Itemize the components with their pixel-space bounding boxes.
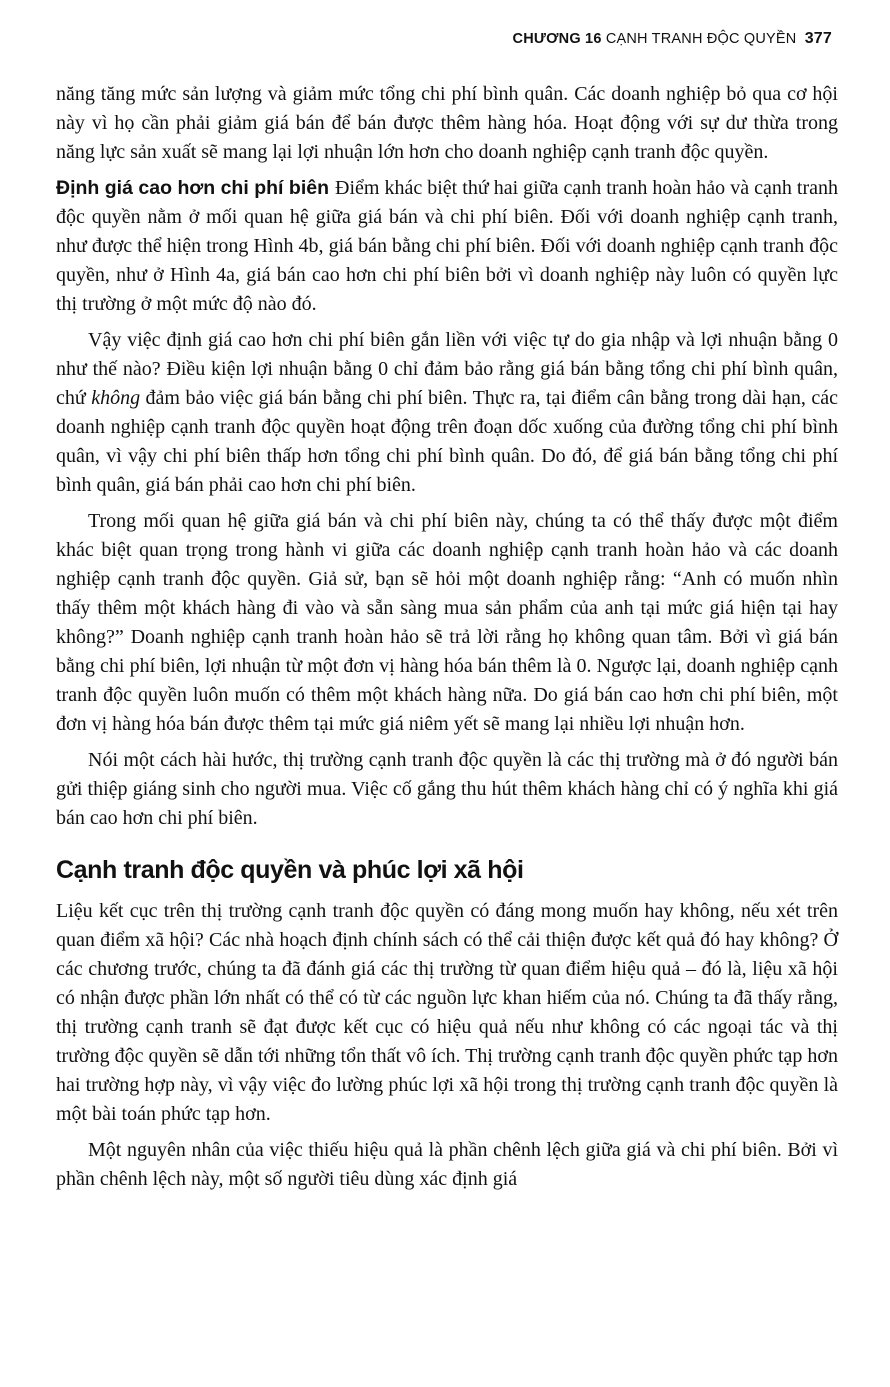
run-in-heading: Định giá cao hơn chi phí biên: [56, 177, 329, 199]
paragraph-1: năng tăng mức sản lượng và giảm mức tổng chi phí bình quân. Các doanh nghiệp bỏ qua cơ hội này vì họ cần phải giảm giá bán để bán được thêm hàng hóa. Hoạt động với sự dư thừa trong năng lực sản xuất sẽ mang lại lợi nhuận lớn hơn cho doanh nghiệp cạnh tranh độc quyền.: [56, 83, 838, 163]
paragraph-2-text: Điểm khác biệt thứ hai giữa cạnh tranh hoàn hảo và cạnh tranh độc quyền nằm ở mối quan hệ giữa giá bán và chi phí biên. Đối với doanh nghiệp cạnh tranh, như được thể hiện trong Hình 4b, giá bán bằng chi phí biên. Đối với doanh nghiệp cạnh tranh độc quyền, như ở Hình 4a, giá bán cao hơn chi phí biên bởi vì doanh nghiệp này luôn có quyền lực thị trường ở một mức độ nào đó.: [56, 177, 839, 315]
section-heading: Cạnh tranh độc quyền và phúc lợi xã hội: [56, 856, 524, 884]
paragraph-5: Nói một cách hài hước, thị trường cạnh tranh độc quyền là các thị trường mà ở đó người bán gửi thiệp giáng sinh cho người mua. Việc cố gắng thu hút thêm khách hàng chỉ có ý nghĩa khi giá bán cao hơn chi phí biên.: [56, 749, 838, 829]
chapter-label: CHƯƠNG 16: [512, 31, 602, 47]
chapter-title: CẠNH TRANH ĐỘC QUYỀN: [605, 31, 797, 47]
paragraph-7: Một nguyên nhân của việc thiếu hiệu quả là phần chênh lệch giữa giá và chi phí biên. Bởi vì phần chênh lệch này, một số người tiêu dùng xác định giá: [56, 1139, 838, 1190]
emphasis-text: không: [91, 387, 141, 409]
page-number: 377: [804, 30, 832, 47]
paragraph-4: Trong mối quan hệ giữa giá bán và chi phí biên này, chúng ta có thể thấy được một điểm khác biệt quan trọng trong hành vi giữa các doanh nghiệp cạnh tranh hoàn hảo và các doanh nghiệp cạnh tranh độc quyền. Giả sử, bạn sẽ hỏi một doanh nghiệp rằng: “Anh có muốn nhìn thấy thêm một khách hàng đi vào và sẵn sàng mua sản phẩm của anh tại mức giá hiện tại hay không?” Doanh nghiệp cạnh tranh hoàn hảo sẽ trả lời rằng họ không quan tâm. Bởi vì giá bán bằng chi phí biên, lợi nhuận từ một đơn vị hàng hóa bán thêm là 0. Ngược lại, doanh nghiệp cạnh tranh độc quyền luôn muốn có thêm một khách hàng nữa. Do giá bán cao hơn chi phí biên, một đơn vị hàng hóa bán được thêm tại mức giá niêm yết sẽ mang lại nhiều lợi nhuận hơn.: [56, 510, 838, 735]
paragraph-6: Liệu kết cục trên thị trường cạnh tranh độc quyền có đáng mong muốn hay không, nếu xét trên quan điểm xã hội? Các nhà hoạch định chính sách có thể cải thiện được kết quả đó hay không? Ở các chương trước, chúng ta đã đánh giá các thị trường từ quan điểm hiệu quả – đó là, liệu xã hội có nhận được phần lớn nhất có thể có từ các nguồn lực khan hiếm của nó. Chúng ta đã thấy rằng, thị trường cạnh tranh sẽ đạt được kết cục có hiệu quả nếu như không có các ngoại tác và thị trường độc quyền sẽ dẫn tới những tổn thất vô ích. Thị trường cạnh tranh độc quyền phức tạp hơn hai trường hợp này, vì vậy việc đo lường phúc lợi xã hội trong thị trường cạnh tranh độc quyền là một bài toán phức tạp hơn.: [56, 900, 838, 1125]
paragraph-3-part-1: Vậy việc định giá cao hơn chi phí biên gắn liền với việc tự do gia nhập và lợi nhuận bằng 0 như thế nào? Điều kiện lợi nhuận bằng 0 chỉ đảm bảo rằng giá bán bằng tổng chi phí bình quân, chứ: [56, 329, 838, 409]
paragraph-3-part-2: đảm bảo việc giá bán bằng chi phí biên. Thực ra, tại điểm cân bằng trong dài hạn, các doanh nghiệp cạnh tranh độc quyền hoạt động trên đoạn dốc xuống của đường tổng chi phí bình quân, vì vậy chi phí biên thấp hơn tổng chi phí bình quân. Do đó, để giá bán bằng tổng chi phí bình quân, giá bán phải cao hơn chi phí biên.: [56, 387, 838, 496]
paragraph-2: [56, 174, 838, 319]
paragraph-3: [56, 326, 838, 500]
running-header: [513, 30, 832, 48]
page-body: [56, 80, 838, 1201]
